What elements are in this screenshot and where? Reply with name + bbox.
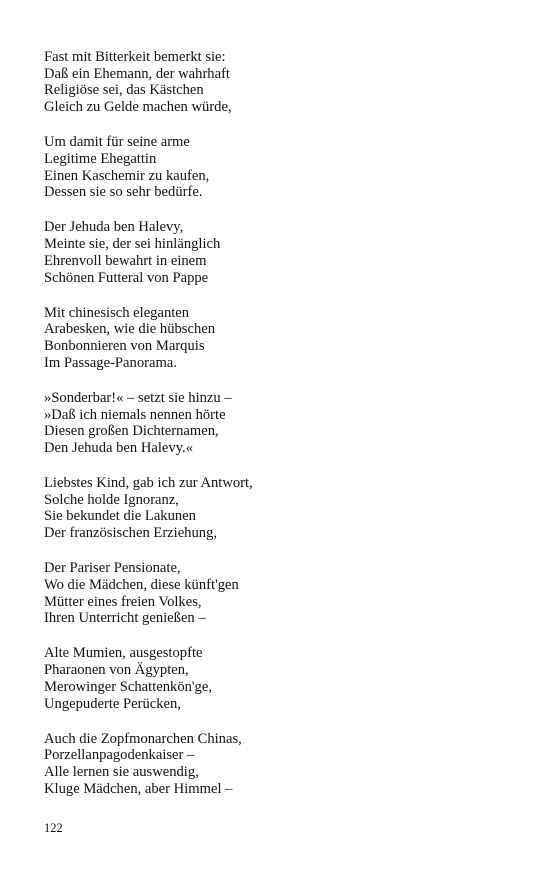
poem-text: [44, 49, 514, 816]
poem-line: Merowinger Schattenkön'ge,: [44, 678, 212, 695]
poem-line: Fast mit Bitterkeit bemerkt sie:: [44, 49, 226, 65]
poem-line: Ungepuderte Perücken,: [44, 695, 181, 712]
poem-line: »Daß ich niemals nennen hörte: [44, 406, 226, 423]
poem-line: Schönen Futteral von Pappe: [44, 269, 209, 286]
poem-line: Dessen sie so sehr bedürfe.: [44, 184, 203, 201]
poem-line: Diesen großen Dichternamen,: [44, 423, 219, 440]
poem-line: Im Passage-Panorama.: [44, 354, 177, 371]
poem-line: Mit chinesisch eleganten: [44, 304, 190, 321]
poem-line: Um damit für seine arme: [44, 134, 190, 151]
stanza-3: [44, 219, 514, 286]
poem-line: Daß ein Ehemann, der wahrhaft: [44, 65, 230, 82]
stanza-4: [44, 305, 514, 372]
poem-line: Der französischen Erziehung,: [44, 525, 218, 542]
poem-line: Wo die Mädchen, diese künft'gen: [44, 576, 239, 593]
poem-line: Solche holde Ignoranz,: [44, 491, 179, 508]
poem-line: Pharaonen von Ägypten,: [44, 662, 189, 679]
poem-line: Der Jehuda ben Halevy,: [44, 219, 184, 236]
poem-line: Kluge Mädchen, aber Himmel –: [44, 780, 233, 797]
stanza-6: [44, 475, 514, 542]
poem-line: Der Pariser Pensionate,: [44, 560, 181, 577]
poem-line: Alle lernen sie auswendig,: [44, 764, 199, 781]
poem-line: Alte Mumien, ausgestopfte: [44, 645, 203, 662]
stanza-8: [44, 645, 514, 712]
poem-line: Einen Kaschemir zu kaufen,: [44, 167, 210, 184]
stanza-9: [44, 731, 514, 798]
poem-line: Den Jehuda ben Halevy.«: [44, 439, 193, 456]
poem-line: Auch die Zopfmonarchen Chinas,: [44, 730, 242, 747]
poem-line: Porzellanpagodenkaiser –: [44, 747, 195, 764]
poem-line: Arabesken, wie die hübschen: [44, 321, 216, 338]
poem-line: Gleich zu Gelde machen würde,: [44, 99, 232, 116]
poem-line: Religiöse sei, das Kästchen: [44, 82, 204, 99]
poem-line: Ehrenvoll bewahrt in einem: [44, 252, 207, 269]
poem-line: Mütter eines freien Volkes,: [44, 593, 202, 610]
page-number: 122: [44, 821, 63, 835]
stanza-5: [44, 390, 514, 457]
stanza-2: [44, 134, 514, 201]
poem-line: Sie bekundet die Lakunen: [44, 508, 196, 525]
poem-line: »Sonderbar!« – setzt sie hinzu –: [44, 389, 232, 406]
stanza-7: [44, 560, 514, 627]
poem-line: Ihren Unterricht genießen –: [44, 610, 206, 627]
poem-line: Bonbonnieren von Marquis: [44, 338, 205, 355]
poem-line: Meinte sie, der sei hinlänglich: [44, 236, 221, 253]
poem-line: Legitime Ehegattin: [44, 150, 157, 167]
poem-line: Liebstes Kind, gab ich zur Antwort,: [44, 475, 253, 492]
stanza-1: [44, 49, 514, 116]
